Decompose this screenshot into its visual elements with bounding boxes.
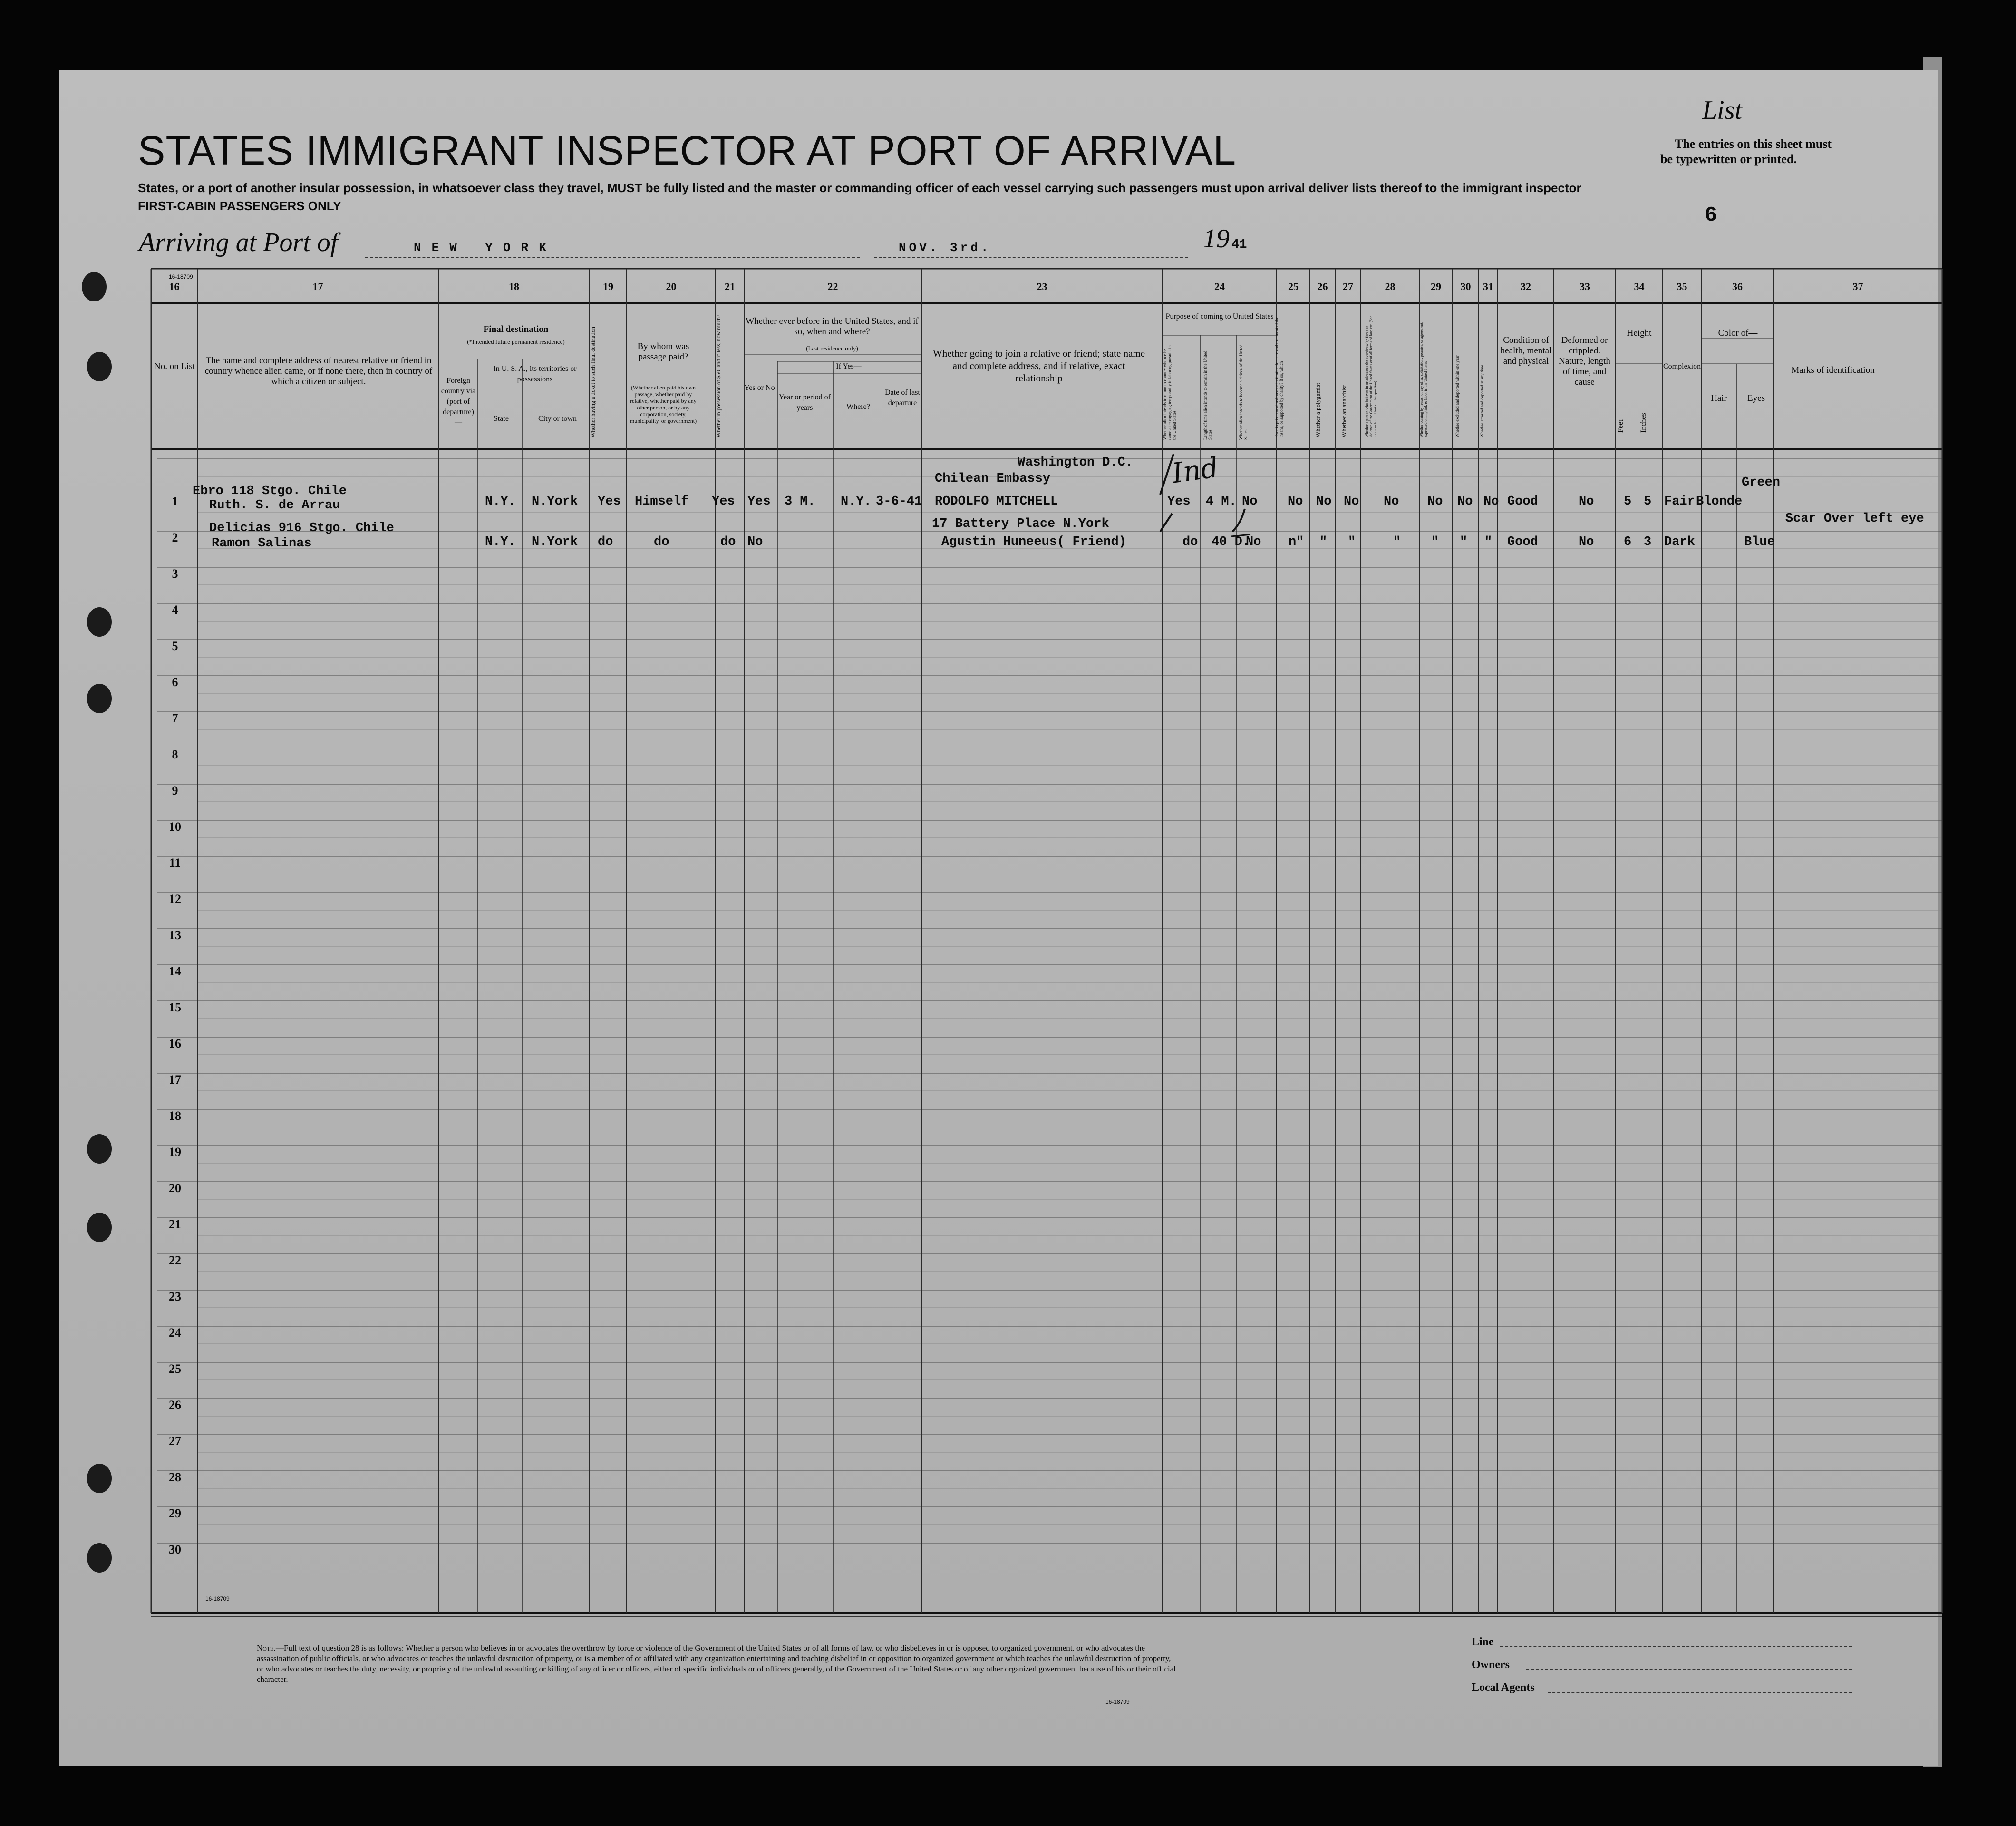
sheet-number: 6 xyxy=(1705,204,1717,227)
entry2-inches: 3 xyxy=(1644,535,1652,549)
entry2-money: do xyxy=(720,535,736,549)
entry2-prison: n" xyxy=(1289,535,1304,549)
owners-label: Owners xyxy=(1472,1659,1510,1671)
year-suffix: 41 xyxy=(1231,238,1247,252)
entry1-before-where: N.Y. xyxy=(841,495,872,509)
row-number: 28 xyxy=(169,1470,181,1484)
header-before-in-us: Whether ever before in the United States, and if so, when and where? xyxy=(746,316,919,337)
entry1-health: Good xyxy=(1507,495,1538,509)
row-number: 23 xyxy=(169,1290,181,1303)
header-join-relative: Whether going to join a relative or friend; state name and complete address, and if relative, exact relationship xyxy=(932,348,1145,384)
form-code-bottom: 16-18709 xyxy=(205,1595,230,1602)
column-number: 16 xyxy=(169,281,180,292)
column-number: 32 xyxy=(1521,281,1531,292)
column-number: 18 xyxy=(509,281,519,292)
column-number: 28 xyxy=(1385,281,1396,292)
row-number: 16 xyxy=(169,1037,181,1050)
column-number: 34 xyxy=(1634,281,1645,292)
column-number: 24 xyxy=(1214,281,1225,292)
header-hair: Hair xyxy=(1711,393,1727,403)
header-marks: Marks of identification xyxy=(1791,365,1875,375)
entry1-q31: No xyxy=(1483,495,1499,509)
column-number: 36 xyxy=(1732,281,1743,292)
entry2-q29: " xyxy=(1431,535,1439,549)
row-number: 24 xyxy=(169,1326,181,1340)
entry2-relative-address: Delicias 916 Stgo. Chile xyxy=(209,521,394,535)
header-final-destination: Final destination xyxy=(483,324,549,334)
header-eyes: Eyes xyxy=(1747,393,1765,403)
entry1-purpose-citizen: No xyxy=(1242,495,1258,509)
column-number: 25 xyxy=(1288,281,1299,292)
column-number: 23 xyxy=(1037,281,1047,292)
header-foreign-country: Foreign country via (port of departure)— xyxy=(441,377,476,427)
entry2-q30: " xyxy=(1460,535,1468,549)
entry2-purpose-length: 40 D. xyxy=(1212,535,1250,549)
row-number: 4 xyxy=(172,603,178,617)
row-number: 29 xyxy=(169,1506,181,1520)
header-q28: Whether a person who believes in or advocates the overthrow by force or violence of the Government of the United States or of all forms of law, etc. (See footnote for full text of this question) xyxy=(1365,315,1377,437)
column-number: 17 xyxy=(312,281,323,292)
form-code-top: 16-18709 xyxy=(169,273,193,280)
row-number: 15 xyxy=(169,1000,181,1014)
header-no-on-list: No. on List xyxy=(154,361,195,371)
header-complexion: Complexion xyxy=(1663,362,1701,370)
entry1-purpose-length: 4 M. xyxy=(1206,495,1237,509)
row-number: 3 xyxy=(172,567,178,581)
row-number: 30 xyxy=(169,1543,181,1556)
row-number: 1 xyxy=(172,495,178,508)
header-color-of: Color of— xyxy=(1718,328,1758,338)
column-number: 35 xyxy=(1677,281,1687,292)
row-number: 7 xyxy=(172,711,178,725)
entry2-deformed: No xyxy=(1579,535,1594,549)
column-number: 22 xyxy=(827,281,838,292)
column-number: 26 xyxy=(1317,281,1328,292)
header-ticket: Whether having a ticket to such final destination xyxy=(590,327,596,437)
column-number: 20 xyxy=(666,281,677,292)
column-number: 37 xyxy=(1852,281,1863,292)
header-passage-paid: By whom was passage paid? xyxy=(637,341,689,362)
header-purpose-length: Length of time alien intends to remain in the United States xyxy=(1203,350,1212,440)
entries-note-1: The entries on this sheet must xyxy=(1675,137,1832,151)
footnote xyxy=(257,1643,1179,1685)
page-title: STATES IMMIGRANT INSPECTOR AT PORT OF ARRIVAL xyxy=(138,128,1237,174)
column-number: 31 xyxy=(1483,281,1493,292)
column-number: 19 xyxy=(603,281,613,292)
entry1-q30: No xyxy=(1457,495,1473,509)
entry1-before-yesno: Yes xyxy=(747,495,771,509)
line-label: Line xyxy=(1472,1636,1494,1648)
header-purpose: Purpose of coming to United States xyxy=(1165,312,1274,321)
row-number: 2 xyxy=(172,531,178,544)
year-prefix: 19 xyxy=(1203,224,1230,253)
header-q29: Whether coming by reason of any offer, solicitation, promise, or agreement, expressed or implied, to labor in the United States xyxy=(1419,321,1428,437)
subtitle-line1: States, or a port of another insular possession, in whatsoever class they travel, MUST be fully listed and the master or commanding officer of each vessel carrying such passengers must upon arrival deliver lists thereof to the immigrant inspector xyxy=(138,181,1581,195)
entry2-before-yesno: No xyxy=(747,535,763,549)
entry1-relative-name: Ruth. S. de Arrau xyxy=(209,498,340,513)
header-city: City or town xyxy=(538,415,577,423)
header-if-yes: If Yes— xyxy=(836,362,862,370)
entry1-polygamist: No xyxy=(1316,495,1332,509)
row-number: 14 xyxy=(169,964,181,978)
entry2-health: Good xyxy=(1507,535,1538,549)
entry1-eyes: Green xyxy=(1742,476,1781,490)
entry2-complexion: Dark xyxy=(1664,535,1695,549)
row-number: 12 xyxy=(169,892,181,906)
entry1-feet: 5 xyxy=(1624,495,1632,509)
entry1-anarchist: No xyxy=(1344,495,1359,509)
header-health: Condition of health, mental and physical xyxy=(1500,335,1552,366)
column-number: 29 xyxy=(1431,281,1441,292)
entry2-purpose-return: do xyxy=(1182,535,1198,549)
subtitle-line2: FIRST-CABIN PASSENGERS ONLY xyxy=(138,199,341,213)
entry1-money: Yes xyxy=(712,495,735,509)
header-years: Year or period of years xyxy=(778,393,831,412)
header-date-departure: Date of last departure xyxy=(885,389,920,407)
header-deformed: Deformed or crippled. Nature, length of time, and cause xyxy=(1559,335,1610,387)
row-number: 25 xyxy=(169,1362,181,1376)
entry1-join-city: Washington D.C. xyxy=(1018,456,1134,470)
entry2-q28: " xyxy=(1393,535,1401,549)
local-agents-label: Local Agents xyxy=(1472,1681,1535,1694)
entry1-relative-address: Ebro 118 Stgo. Chile xyxy=(193,484,347,498)
row-number: 9 xyxy=(172,784,178,797)
row-number: 21 xyxy=(169,1217,181,1231)
list-label: List xyxy=(1702,96,1743,125)
entries-note-2: be typewritten or printed. xyxy=(1660,152,1797,166)
entry1-hair: Blonde xyxy=(1696,495,1743,509)
entry2-anarchist: " xyxy=(1348,535,1356,549)
entry2-ticket: do xyxy=(598,535,613,549)
header-state: State xyxy=(494,415,509,423)
header-q31: Whether arrested and deported at any time xyxy=(1480,365,1484,437)
row-number: 19 xyxy=(169,1145,181,1159)
entry1-prison: No xyxy=(1288,495,1303,509)
header-purpose-return: Whether alien intends to return to country whence he came after engaging temporarily in laboring pursuits in the United States xyxy=(1163,345,1177,440)
header-anarchist: Whether an anarchist xyxy=(1340,385,1347,437)
entry2-polygamist: " xyxy=(1319,535,1328,549)
entry2-join-name: Agustin Huneeus( Friend) xyxy=(941,535,1126,549)
entry2-relative-name: Ramon Salinas xyxy=(212,536,312,551)
header-height: Height xyxy=(1627,328,1652,338)
row-number: 8 xyxy=(172,748,178,761)
entry1-join-name: RODOLFO MITCHELL xyxy=(935,495,1058,509)
row-number: 27 xyxy=(169,1434,181,1448)
header-in-usa: In U. S. A., its territories or possessions xyxy=(493,365,577,383)
header-passage-paid-sub: (Whether alien paid his own passage, whether paid by relative, whether paid by any other person, or by any corporation, society, municipality, or government) xyxy=(630,384,697,424)
entry2-state: N.Y. xyxy=(485,535,516,549)
entry1-city: N.York xyxy=(532,495,578,509)
header-yes-no: Yes or No xyxy=(744,384,775,392)
line-blank xyxy=(1500,1646,1852,1647)
row-number: 5 xyxy=(172,639,178,653)
entry1-complexion: Fair xyxy=(1664,495,1695,509)
entry2-feet: 6 xyxy=(1624,535,1632,549)
row-number: 20 xyxy=(169,1181,181,1195)
header-inches: Inches xyxy=(1639,413,1648,433)
header-final-destination-sub: (*Intended future permanent residence) xyxy=(467,338,565,345)
row-number: 10 xyxy=(169,820,181,834)
entry2-purpose-citizen: No xyxy=(1246,535,1261,549)
entry2-eyes: Blue xyxy=(1744,535,1775,549)
entry1-deformed: No xyxy=(1579,495,1594,509)
row-number: 22 xyxy=(169,1253,181,1267)
header-money: Whether in possession of $50, and if less, how much? xyxy=(715,314,722,437)
row-number: 11 xyxy=(169,856,181,870)
entry1-q28: No xyxy=(1384,495,1399,509)
entry1-before-departure: 3-6-41 xyxy=(876,495,922,509)
row-number: 26 xyxy=(169,1398,181,1412)
entry1-q29: No xyxy=(1427,495,1443,509)
column-number: 33 xyxy=(1580,281,1590,292)
entry1-purpose-return: Yes xyxy=(1167,495,1191,509)
header-relative-address: The name and complete address of nearest relative or friend in country whence alien came, or if none there, then in country of which a citizen or subject. xyxy=(204,356,433,387)
handwritten-mark: Ind xyxy=(1170,451,1221,490)
row-number: 17 xyxy=(169,1073,181,1087)
owners-blank xyxy=(1526,1669,1852,1670)
entry2-q31: " xyxy=(1484,535,1493,549)
entry1-join-address: Chilean Embassy xyxy=(935,472,1051,486)
date-value: NOV. 3rd. xyxy=(899,241,991,255)
header-where: Where? xyxy=(846,403,870,411)
entry2-paid-by: do xyxy=(654,535,669,549)
form-code-footer: 16-18709 xyxy=(1105,1699,1130,1705)
header-prison: Ever in prison or almshouse or institution for care and treatment of the insane, or supported by charity? If so, which xyxy=(1274,317,1284,437)
entry1-paid-by: Himself xyxy=(635,495,689,509)
arriving-label: Arriving at Port of xyxy=(139,228,338,257)
column-number: 21 xyxy=(725,281,735,292)
entry1-state: N.Y. xyxy=(485,495,516,509)
header-polygamist: Whether a polygamist xyxy=(1314,383,1321,437)
header-purpose-citizen: Whether alien intends to become a citizen of the United States xyxy=(1239,344,1248,440)
row-number: 18 xyxy=(169,1109,181,1123)
entry2-city: N.York xyxy=(532,535,578,549)
port-value: NEW YORK xyxy=(414,241,557,255)
agents-blank xyxy=(1548,1692,1852,1693)
footnote-label: Note. xyxy=(257,1643,276,1652)
row-number: 13 xyxy=(169,928,181,942)
header-feet: Feet xyxy=(1617,419,1625,433)
entry2-join-address: 17 Battery Place N.York xyxy=(932,517,1109,531)
header-before-sub: (Last residence only) xyxy=(806,345,858,352)
entry2-marks: Scar Over left eye xyxy=(1785,512,1924,526)
column-number: 30 xyxy=(1460,281,1471,292)
header-q30: Whether excluded and deported within one year xyxy=(1455,355,1460,437)
entry1-before-years: 3 M. xyxy=(785,495,815,509)
column-number: 27 xyxy=(1343,281,1353,292)
footnote-text: —Full text of question 28 is as follows: Whether a person who believes in or advocates the overthrow by force or violence of the Government of the United States or of all forms of law, or who disbelieves in or is opposed to organized government, or who advocates the assassination of public officials, or who advocates or teaches the unlawful destruction of property, or is a member of or affiliated with any organization entertaining and teaching disbelief in or opposition to organized government or which teaches the unlawful destruction of property, or who advocates or teaches the duty, necessity, or propriety of the unlawful assaulting or killing of any officer or officers, either of specific individuals or of officers generally, of the Government of the United States or of any other organized government because of his or their official character. xyxy=(257,1643,1176,1684)
entry1-ticket: Yes xyxy=(598,495,621,509)
entry1-inches: 5 xyxy=(1644,495,1652,509)
row-number: 6 xyxy=(172,675,178,689)
